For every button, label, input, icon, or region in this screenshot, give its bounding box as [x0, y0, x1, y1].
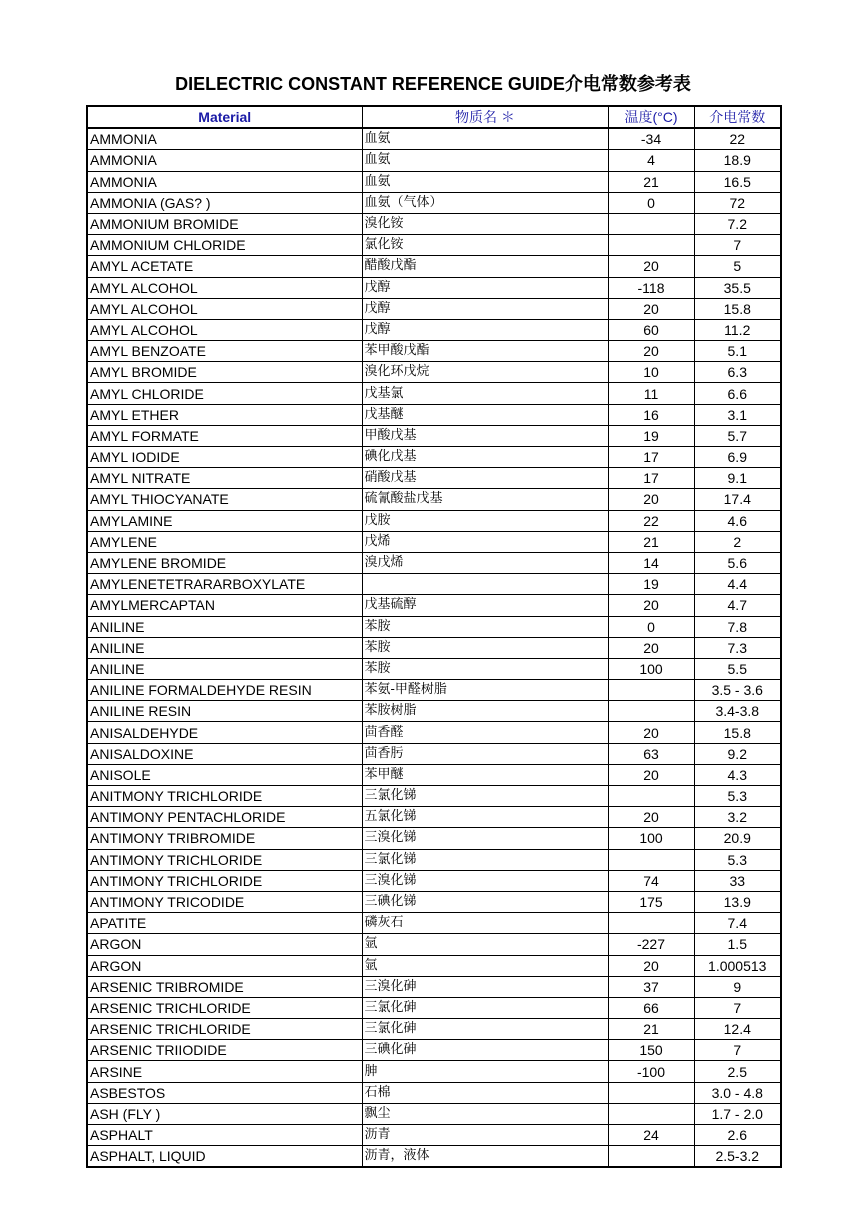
table-row	[87, 807, 781, 828]
cell-temperature: 60	[608, 319, 694, 340]
cell-dielectric-constant: 5.1	[694, 341, 781, 362]
cell-temperature: 20	[608, 955, 694, 976]
header-material: Material	[87, 106, 362, 128]
cell-dielectric-constant: 22	[694, 128, 781, 150]
table-row	[87, 1125, 781, 1146]
table-row	[87, 362, 781, 383]
table-row	[87, 976, 781, 997]
cell-temperature: 37	[608, 976, 694, 997]
cell-temperature: 20	[608, 637, 694, 658]
cell-dielectric-constant: 15.8	[694, 298, 781, 319]
cell-chinese-name: 三碘化锑	[362, 891, 608, 912]
table-row	[87, 298, 781, 319]
cell-dielectric-constant: 4.7	[694, 595, 781, 616]
cell-temperature: 10	[608, 362, 694, 383]
cell-chinese-name: 戊醇	[362, 298, 608, 319]
cell-chinese-name: 苯胺	[362, 658, 608, 679]
cell-chinese-name: 三氯化锑	[362, 849, 608, 870]
cell-temperature: 16	[608, 404, 694, 425]
cell-material: ARSINE	[87, 1061, 362, 1082]
cell-material: AMMONIUM BROMIDE	[87, 213, 362, 234]
table-row	[87, 256, 781, 277]
cell-chinese-name: 苯胺	[362, 616, 608, 637]
table-row	[87, 235, 781, 256]
cell-temperature: 21	[608, 531, 694, 552]
cell-chinese-name: 氩	[362, 955, 608, 976]
cell-temperature: 20	[608, 807, 694, 828]
table-row	[87, 658, 781, 679]
cell-material: AMYL BROMIDE	[87, 362, 362, 383]
cell-temperature: 66	[608, 997, 694, 1018]
cell-dielectric-constant: 2	[694, 531, 781, 552]
cell-chinese-name: 三氯化砷	[362, 997, 608, 1018]
cell-chinese-name: 五氯化锑	[362, 807, 608, 828]
cell-temperature: 22	[608, 510, 694, 531]
cell-temperature: 20	[608, 341, 694, 362]
cell-temperature	[608, 849, 694, 870]
cell-chinese-name: 醋酸戊酯	[362, 256, 608, 277]
cell-temperature: 175	[608, 891, 694, 912]
cell-material: AMYL ETHER	[87, 404, 362, 425]
cell-material: ASBESTOS	[87, 1082, 362, 1103]
table-row	[87, 192, 781, 213]
cell-dielectric-constant: 9	[694, 976, 781, 997]
cell-material: AMYLAMINE	[87, 510, 362, 531]
cell-material: ANTIMONY TRICHLORIDE	[87, 870, 362, 891]
cell-chinese-name: 胂	[362, 1061, 608, 1082]
cell-temperature: 100	[608, 828, 694, 849]
table-row	[87, 849, 781, 870]
cell-dielectric-constant: 7.4	[694, 913, 781, 934]
cell-dielectric-constant: 1.7 - 2.0	[694, 1103, 781, 1124]
cell-chinese-name: 三氯化砷	[362, 1019, 608, 1040]
cell-chinese-name: 沥青	[362, 1125, 608, 1146]
cell-material: AMMONIA	[87, 150, 362, 171]
cell-chinese-name	[362, 574, 608, 595]
cell-material: AMYL NITRATE	[87, 468, 362, 489]
cell-temperature: 17	[608, 468, 694, 489]
table-row	[87, 552, 781, 573]
cell-material: AMYL ALCOHOL	[87, 298, 362, 319]
dielectric-table	[86, 105, 782, 1168]
table-row	[87, 425, 781, 446]
cell-dielectric-constant: 16.5	[694, 171, 781, 192]
cell-material: ARSENIC TRIBROMIDE	[87, 976, 362, 997]
table-row	[87, 595, 781, 616]
cell-material: ANILINE	[87, 637, 362, 658]
table-row	[87, 637, 781, 658]
table-row	[87, 171, 781, 192]
cell-temperature	[608, 235, 694, 256]
cell-temperature: 24	[608, 1125, 694, 1146]
cell-chinese-name: 苯胺树脂	[362, 701, 608, 722]
cell-dielectric-constant: 4.3	[694, 764, 781, 785]
cell-material: ANISOLE	[87, 764, 362, 785]
cell-temperature: -34	[608, 128, 694, 150]
cell-material: ARSENIC TRIIODIDE	[87, 1040, 362, 1061]
cell-dielectric-constant: 7.3	[694, 637, 781, 658]
cell-material: ARSENIC TRICHLORIDE	[87, 1019, 362, 1040]
header-dielectric-constant: 介电常数	[694, 106, 781, 128]
table-row	[87, 404, 781, 425]
cell-dielectric-constant: 3.2	[694, 807, 781, 828]
table-row	[87, 616, 781, 637]
cell-material: ANILINE RESIN	[87, 701, 362, 722]
cell-dielectric-constant: 3.1	[694, 404, 781, 425]
cell-material: AMMONIA (GAS? )	[87, 192, 362, 213]
table-row	[87, 870, 781, 891]
table-row	[87, 383, 781, 404]
cell-material: AMYL ALCOHOL	[87, 319, 362, 340]
cell-chinese-name: 血氨	[362, 171, 608, 192]
table-row	[87, 786, 781, 807]
cell-material: AMMONIA	[87, 128, 362, 150]
cell-dielectric-constant: 9.1	[694, 468, 781, 489]
cell-material: ANISALDOXINE	[87, 743, 362, 764]
cell-material: AMYL THIOCYANATE	[87, 489, 362, 510]
cell-temperature: 21	[608, 171, 694, 192]
cell-dielectric-constant: 7.8	[694, 616, 781, 637]
cell-dielectric-constant: 5.6	[694, 552, 781, 573]
cell-chinese-name: 戊醇	[362, 277, 608, 298]
table-row	[87, 341, 781, 362]
cell-chinese-name: 血氨（气体）	[362, 192, 608, 213]
cell-dielectric-constant: 2.5	[694, 1061, 781, 1082]
cell-chinese-name: 溴化环戊烷	[362, 362, 608, 383]
cell-chinese-name: 氩	[362, 934, 608, 955]
table-row	[87, 743, 781, 764]
table-row	[87, 531, 781, 552]
table-row	[87, 997, 781, 1018]
cell-chinese-name: 甲酸戊基	[362, 425, 608, 446]
cell-temperature: -118	[608, 277, 694, 298]
cell-chinese-name: 溴化铵	[362, 213, 608, 234]
cell-chinese-name: 三溴化砷	[362, 976, 608, 997]
cell-chinese-name: 三碘化砷	[362, 1040, 608, 1061]
table-row	[87, 213, 781, 234]
table-row	[87, 955, 781, 976]
table-row	[87, 1061, 781, 1082]
cell-material: ANILINE	[87, 658, 362, 679]
cell-dielectric-constant: 3.0 - 4.8	[694, 1082, 781, 1103]
header-chinese-name: 物质名 ＊	[362, 106, 608, 128]
cell-chinese-name: 三氯化锑	[362, 786, 608, 807]
cell-chinese-name: 磷灰石	[362, 913, 608, 934]
cell-temperature: 20	[608, 298, 694, 319]
cell-chinese-name: 硝酸戊基	[362, 468, 608, 489]
table-row	[87, 468, 781, 489]
cell-dielectric-constant: 5.5	[694, 658, 781, 679]
cell-temperature: 20	[608, 722, 694, 743]
cell-temperature	[608, 1103, 694, 1124]
cell-temperature: 11	[608, 383, 694, 404]
cell-material: AMYL IODIDE	[87, 447, 362, 468]
cell-temperature: 0	[608, 616, 694, 637]
cell-material: AMYLENE BROMIDE	[87, 552, 362, 573]
cell-material: AMYLENETETRARARBOXYLATE	[87, 574, 362, 595]
cell-dielectric-constant: 1.000513	[694, 955, 781, 976]
cell-material: ANTIMONY PENTACHLORIDE	[87, 807, 362, 828]
table-row	[87, 913, 781, 934]
cell-dielectric-constant: 33	[694, 870, 781, 891]
cell-material: AMYL ACETATE	[87, 256, 362, 277]
cell-dielectric-constant: 35.5	[694, 277, 781, 298]
table-row	[87, 934, 781, 955]
cell-material: ANILINE	[87, 616, 362, 637]
cell-dielectric-constant: 12.4	[694, 1019, 781, 1040]
cell-temperature: 20	[608, 256, 694, 277]
cell-dielectric-constant: 13.9	[694, 891, 781, 912]
cell-temperature	[608, 680, 694, 701]
cell-dielectric-constant: 1.5	[694, 934, 781, 955]
table-row	[87, 828, 781, 849]
table-row	[87, 1019, 781, 1040]
cell-temperature: 19	[608, 574, 694, 595]
cell-dielectric-constant: 5.7	[694, 425, 781, 446]
header-temperature: 温度(°C)	[608, 106, 694, 128]
table-header-row	[87, 106, 781, 128]
cell-temperature	[608, 913, 694, 934]
cell-temperature: 74	[608, 870, 694, 891]
cell-chinese-name: 三溴化锑	[362, 828, 608, 849]
cell-temperature: 19	[608, 425, 694, 446]
cell-temperature: 14	[608, 552, 694, 573]
cell-dielectric-constant: 9.2	[694, 743, 781, 764]
cell-material: ARGON	[87, 934, 362, 955]
table-row	[87, 1082, 781, 1103]
cell-chinese-name: 沥青，液体	[362, 1146, 608, 1168]
cell-chinese-name: 石棉	[362, 1082, 608, 1103]
cell-temperature: -100	[608, 1061, 694, 1082]
cell-temperature: 63	[608, 743, 694, 764]
cell-dielectric-constant: 17.4	[694, 489, 781, 510]
cell-material: ASPHALT	[87, 1125, 362, 1146]
table-row	[87, 510, 781, 531]
cell-temperature: 150	[608, 1040, 694, 1061]
cell-chinese-name: 血氨	[362, 150, 608, 171]
table-row	[87, 447, 781, 468]
cell-temperature	[608, 786, 694, 807]
table-row	[87, 489, 781, 510]
table-row	[87, 680, 781, 701]
cell-dielectric-constant: 5.3	[694, 849, 781, 870]
cell-material: AMYL CHLORIDE	[87, 383, 362, 404]
cell-material: AMYLENE	[87, 531, 362, 552]
cell-dielectric-constant: 6.9	[694, 447, 781, 468]
cell-material: AMYL FORMATE	[87, 425, 362, 446]
cell-chinese-name: 氯化铵	[362, 235, 608, 256]
cell-chinese-name: 溴戊烯	[362, 552, 608, 573]
cell-material: AMYL ALCOHOL	[87, 277, 362, 298]
cell-dielectric-constant: 7	[694, 235, 781, 256]
cell-chinese-name: 戊基氯	[362, 383, 608, 404]
cell-dielectric-constant: 4.6	[694, 510, 781, 531]
cell-dielectric-constant: 6.6	[694, 383, 781, 404]
table-row	[87, 150, 781, 171]
cell-dielectric-constant: 2.5-3.2	[694, 1146, 781, 1168]
cell-dielectric-constant: 72	[694, 192, 781, 213]
cell-temperature: -227	[608, 934, 694, 955]
cell-chinese-name: 飘尘	[362, 1103, 608, 1124]
cell-dielectric-constant: 15.8	[694, 722, 781, 743]
cell-material: AMMONIUM CHLORIDE	[87, 235, 362, 256]
cell-chinese-name: 苯胺	[362, 637, 608, 658]
table-row	[87, 128, 781, 150]
cell-chinese-name: 茴香醛	[362, 722, 608, 743]
cell-temperature	[608, 701, 694, 722]
cell-temperature: 20	[608, 489, 694, 510]
cell-temperature: 4	[608, 150, 694, 171]
cell-chinese-name: 三溴化锑	[362, 870, 608, 891]
table-row	[87, 764, 781, 785]
cell-material: ANILINE FORMALDEHYDE RESIN	[87, 680, 362, 701]
cell-dielectric-constant: 6.3	[694, 362, 781, 383]
cell-material: ANISALDEHYDE	[87, 722, 362, 743]
cell-dielectric-constant: 7	[694, 997, 781, 1018]
cell-chinese-name: 硫氰酸盐戊基	[362, 489, 608, 510]
table-row	[87, 277, 781, 298]
cell-dielectric-constant: 5	[694, 256, 781, 277]
cell-chinese-name: 苯甲酸戊酯	[362, 341, 608, 362]
cell-chinese-name: 戊烯	[362, 531, 608, 552]
cell-chinese-name: 碘化戊基	[362, 447, 608, 468]
cell-dielectric-constant: 4.4	[694, 574, 781, 595]
cell-dielectric-constant: 2.6	[694, 1125, 781, 1146]
table-row	[87, 1040, 781, 1061]
cell-chinese-name: 苯甲醚	[362, 764, 608, 785]
cell-chinese-name: 茴香肟	[362, 743, 608, 764]
cell-material: AMYLMERCAPTAN	[87, 595, 362, 616]
cell-material: ANITMONY TRICHLORIDE	[87, 786, 362, 807]
table-row	[87, 1103, 781, 1124]
cell-dielectric-constant: 20.9	[694, 828, 781, 849]
cell-temperature: 20	[608, 764, 694, 785]
cell-material: ARSENIC TRICHLORIDE	[87, 997, 362, 1018]
cell-dielectric-constant: 18.9	[694, 150, 781, 171]
cell-dielectric-constant: 3.5 - 3.6	[694, 680, 781, 701]
cell-material: ARGON	[87, 955, 362, 976]
cell-material: AMMONIA	[87, 171, 362, 192]
cell-chinese-name: 苯氨-甲醛树脂	[362, 680, 608, 701]
cell-temperature: 100	[608, 658, 694, 679]
cell-temperature: 0	[608, 192, 694, 213]
cell-material: AMYL BENZOATE	[87, 341, 362, 362]
table-row	[87, 319, 781, 340]
cell-temperature	[608, 213, 694, 234]
cell-chinese-name: 戊胺	[362, 510, 608, 531]
cell-chinese-name: 血氨	[362, 128, 608, 150]
cell-material: ASH (FLY )	[87, 1103, 362, 1124]
table-row	[87, 1146, 781, 1168]
table-row	[87, 722, 781, 743]
table-row	[87, 891, 781, 912]
cell-temperature: 20	[608, 595, 694, 616]
cell-dielectric-constant: 7.2	[694, 213, 781, 234]
cell-material: ASPHALT, LIQUID	[87, 1146, 362, 1168]
table-row	[87, 574, 781, 595]
cell-material: ANTIMONY TRICODIDE	[87, 891, 362, 912]
cell-dielectric-constant: 3.4-3.8	[694, 701, 781, 722]
cell-chinese-name: 戊基硫醇	[362, 595, 608, 616]
cell-material: ANTIMONY TRIBROMIDE	[87, 828, 362, 849]
page-title: DIELECTRIC CONSTANT REFERENCE GUIDE介电常数参考表	[175, 74, 691, 94]
cell-dielectric-constant: 7	[694, 1040, 781, 1061]
cell-dielectric-constant: 11.2	[694, 319, 781, 340]
cell-material: APATITE	[87, 913, 362, 934]
cell-chinese-name: 戊醇	[362, 319, 608, 340]
cell-material: ANTIMONY TRICHLORIDE	[87, 849, 362, 870]
cell-temperature: 21	[608, 1019, 694, 1040]
cell-temperature	[608, 1082, 694, 1103]
cell-dielectric-constant: 5.3	[694, 786, 781, 807]
cell-chinese-name: 戊基醚	[362, 404, 608, 425]
cell-temperature: 17	[608, 447, 694, 468]
table-row	[87, 701, 781, 722]
cell-temperature	[608, 1146, 694, 1168]
